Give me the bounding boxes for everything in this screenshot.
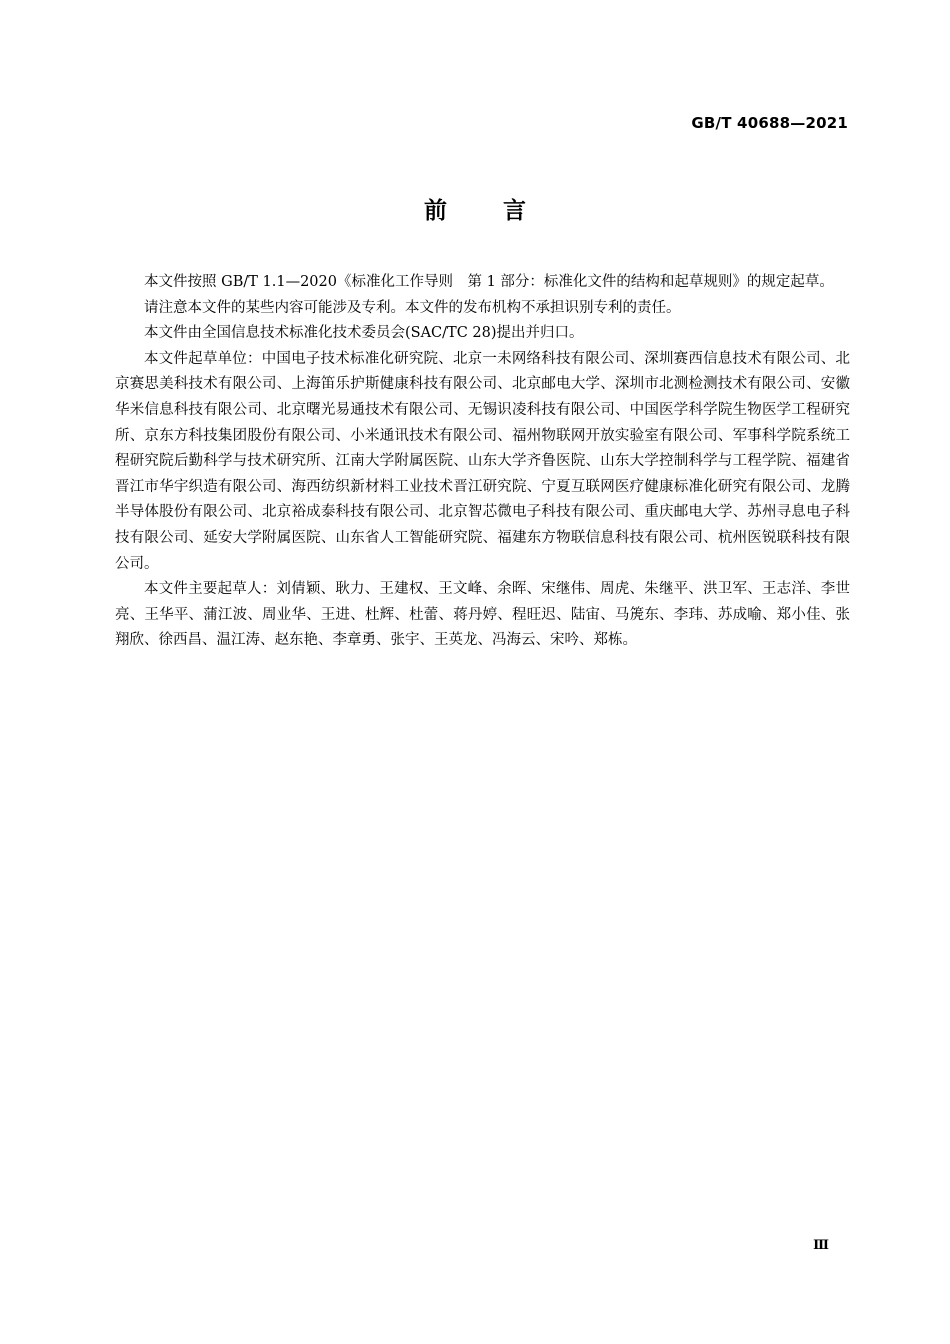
foreword-body	[115, 270, 850, 654]
standard-number: GB/T 40688—2021	[691, 114, 848, 132]
paragraph-drafting-organizations: 本文件起草单位：中国电子技术标准化研究院、北京一未网络科技有限公司、深圳赛西信息技术有限公司、北京赛思美科技术有限公司、上海笛乐护斯健康科技有限公司、北京邮电大学、深圳市北测检测技术有限公司、安徽华米信息科技有限公司、北京曙光易通技术有限公司、无锡识凌科技有限公司、中国医学科学院生物医学工程研究所、京东方科技集团股份有限公司、小米通讯技术有限公司、福州物联网开放实验室有限公司、军事科学院系统工程研究院后勤科学与技术研究所、江南大学附属医院、山东大学齐鲁医院、山东大学控制科学与工程学院、福建省晋江市华宇织造有限公司、海西纺织新材料工业技术晋江研究院、宁夏互联网医疗健康标准化研究有限公司、龙腾半导体股份有限公司、北京裕成泰科技有限公司、北京智芯微电子科技有限公司、重庆邮电大学、苏州寻息电子科技有限公司、延安大学附属医院、山东省人工智能研究院、福建东方物联信息科技有限公司、杭州医锐联科技有限公司。	[115, 350, 850, 572]
paragraph-main-drafters: 本文件主要起草人：刘倩颖、耿力、王建权、王文峰、余晖、宋继伟、周虎、朱继平、洪卫军、王志洋、李世亮、王华平、蒲江波、周业华、王进、杜辉、杜蕾、蒋丹婷、程旺迟、陆宙、马箎东、李玮、苏成喻、郑小佳、张翔欣、徐西昌、温江涛、赵东艳、李章勇、张宇、王英龙、冯海云、宋吟、郑栋。	[115, 581, 850, 649]
paragraph-proposing-committee: 本文件由全国信息技术标准化技术委员会(SAC/TC 28)提出并归口。	[144, 325, 584, 342]
paragraph-drafting-rules: 本文件按照 GB/T 1.1—2020《标准化工作导则 第 1 部分：标准化文件的结构和起草规则》的规定起草。	[144, 274, 834, 290]
paragraph-patent-notice: 请注意本文件的某些内容可能涉及专利。本文件的发布机构不承担识别专利的责任。	[144, 299, 681, 316]
page-title: 前言	[424, 198, 582, 224]
page-number: Ⅲ	[813, 1238, 829, 1253]
